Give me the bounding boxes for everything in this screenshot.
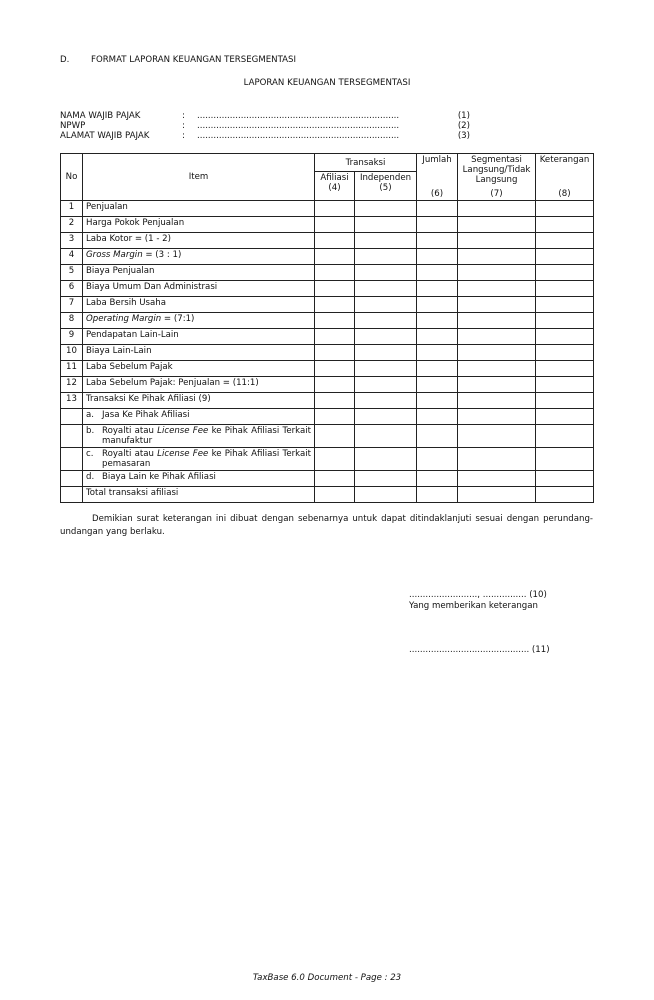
value-cell[interactable] bbox=[417, 329, 458, 345]
value-cell[interactable] bbox=[355, 425, 417, 448]
row-no: 5 bbox=[61, 265, 83, 281]
value-cell[interactable] bbox=[458, 217, 536, 233]
identity-label: ALAMAT WAJIB PAJAK bbox=[60, 131, 150, 141]
subrow-letter: d. bbox=[86, 472, 95, 482]
value-cell[interactable] bbox=[417, 361, 458, 377]
signature-label: Yang memberikan keterangan bbox=[409, 601, 538, 611]
value-cell[interactable] bbox=[417, 313, 458, 329]
value-cell[interactable] bbox=[458, 361, 536, 377]
signature-name[interactable]: ............................................ (11) bbox=[409, 645, 550, 655]
table-row bbox=[61, 217, 594, 233]
value-cell[interactable] bbox=[417, 471, 458, 487]
value-cell[interactable] bbox=[355, 448, 417, 471]
subrow-text-pre: Royalti atau bbox=[102, 426, 158, 436]
value-cell[interactable] bbox=[536, 313, 594, 329]
identity-ref: (2) bbox=[457, 121, 470, 131]
value-cell[interactable] bbox=[315, 345, 355, 361]
row-item-text: Laba Bersih Usaha bbox=[86, 298, 167, 308]
row-item bbox=[83, 377, 315, 393]
table-total-row bbox=[61, 487, 594, 503]
identity-colon: : bbox=[182, 121, 185, 131]
value-cell[interactable] bbox=[315, 281, 355, 297]
value-cell[interactable] bbox=[536, 393, 594, 409]
table-row bbox=[61, 393, 594, 409]
value-cell[interactable] bbox=[315, 297, 355, 313]
row-item bbox=[83, 471, 315, 487]
row-item bbox=[83, 217, 315, 233]
value-cell[interactable] bbox=[536, 233, 594, 249]
header-no: No bbox=[61, 154, 83, 201]
value-cell[interactable] bbox=[536, 425, 594, 448]
value-cell[interactable] bbox=[536, 487, 594, 503]
identity-label: NPWP bbox=[60, 121, 86, 131]
header-segmentasi bbox=[458, 154, 536, 201]
value-cell[interactable] bbox=[417, 448, 458, 471]
row-no bbox=[61, 409, 83, 425]
row-no: 2 bbox=[61, 217, 83, 233]
header-segmentasi-label: Segmentasi Langsung/Tidak Langsung bbox=[462, 155, 531, 185]
row-item bbox=[83, 201, 315, 217]
row-item-text: = (3 : 1) bbox=[142, 250, 182, 260]
row-item-text: Transaksi Ke Pihak Afiliasi (9) bbox=[86, 394, 211, 404]
subrow-text-post: ke Pihak Afiliasi Terkait pemasaran bbox=[102, 449, 311, 469]
row-item-text: Biaya Lain-Lain bbox=[86, 346, 152, 356]
value-cell[interactable] bbox=[355, 361, 417, 377]
value-cell[interactable] bbox=[458, 471, 536, 487]
value-cell[interactable] bbox=[355, 409, 417, 425]
value-cell[interactable] bbox=[417, 377, 458, 393]
value-cell[interactable] bbox=[417, 487, 458, 503]
value-cell[interactable] bbox=[417, 233, 458, 249]
value-cell[interactable] bbox=[315, 313, 355, 329]
value-cell[interactable] bbox=[355, 313, 417, 329]
value-cell[interactable] bbox=[458, 265, 536, 281]
signature-place-date[interactable]: ........................., ................ (10) bbox=[409, 590, 547, 600]
identity-label: NAMA WAJIB PAJAK bbox=[60, 111, 141, 121]
subrow-text-pre: Biaya Lain ke Pihak Afiliasi bbox=[102, 472, 216, 482]
value-cell[interactable] bbox=[315, 361, 355, 377]
value-cell[interactable] bbox=[536, 345, 594, 361]
value-cell[interactable] bbox=[355, 345, 417, 361]
value-cell[interactable] bbox=[536, 265, 594, 281]
identity-ref: (3) bbox=[457, 131, 470, 141]
value-cell[interactable] bbox=[315, 487, 355, 503]
table-row bbox=[61, 201, 594, 217]
subrow-text bbox=[102, 410, 311, 420]
table-row bbox=[61, 233, 594, 249]
value-cell[interactable] bbox=[458, 393, 536, 409]
header-segmentasi-ref: (7) bbox=[490, 189, 503, 199]
table-subrow bbox=[61, 471, 594, 487]
value-cell[interactable] bbox=[355, 329, 417, 345]
value-cell[interactable] bbox=[458, 297, 536, 313]
value-cell[interactable] bbox=[355, 217, 417, 233]
header-afiliasi-ref: (4) bbox=[328, 183, 341, 193]
row-item-italic: Operating Margin bbox=[86, 314, 162, 324]
page-footer: TaxBase 6.0 Document - Page : 23 bbox=[252, 973, 402, 983]
value-cell[interactable] bbox=[458, 329, 536, 345]
subrow-text bbox=[102, 426, 311, 446]
row-item-text: Laba Sebelum Pajak: Penjualan = (11:1) bbox=[86, 378, 259, 388]
table-row bbox=[61, 249, 594, 265]
value-cell[interactable] bbox=[315, 425, 355, 448]
header-jumlah-label: Jumlah bbox=[422, 155, 452, 165]
value-cell[interactable] bbox=[315, 377, 355, 393]
row-item bbox=[83, 393, 315, 409]
total-label: Total transaksi afiliasi bbox=[83, 487, 315, 503]
header-keterangan bbox=[536, 154, 594, 201]
value-cell[interactable] bbox=[417, 425, 458, 448]
value-cell[interactable] bbox=[536, 217, 594, 233]
value-cell[interactable] bbox=[355, 201, 417, 217]
header-item: Item bbox=[83, 154, 315, 201]
row-no: 13 bbox=[61, 393, 83, 409]
row-item-text: Pendapatan Lain-Lain bbox=[86, 330, 179, 340]
value-cell[interactable] bbox=[355, 233, 417, 249]
row-no: 6 bbox=[61, 281, 83, 297]
header-independen-label: Independen bbox=[359, 173, 412, 183]
identity-row-alamat bbox=[60, 131, 470, 141]
subrow-letter: b. bbox=[86, 426, 95, 436]
value-cell[interactable] bbox=[536, 471, 594, 487]
row-item-text: Penjualan bbox=[86, 202, 128, 212]
row-no bbox=[61, 425, 83, 448]
subrow-letter: c. bbox=[86, 449, 94, 459]
row-item bbox=[83, 361, 315, 377]
row-item bbox=[83, 249, 315, 265]
row-item bbox=[83, 409, 315, 425]
identity-row-nama bbox=[60, 111, 470, 121]
subrow-text-italic: License Fee bbox=[157, 449, 209, 459]
value-cell[interactable] bbox=[458, 233, 536, 249]
value-cell[interactable] bbox=[417, 393, 458, 409]
subrow-text-italic: License Fee bbox=[157, 426, 209, 436]
value-cell[interactable] bbox=[417, 249, 458, 265]
section-title: FORMAT LAPORAN KEUANGAN TERSEGMENTASI bbox=[91, 55, 297, 65]
value-cell[interactable] bbox=[458, 313, 536, 329]
value-cell[interactable] bbox=[536, 377, 594, 393]
section-letter: D. bbox=[60, 55, 70, 65]
row-item bbox=[83, 313, 315, 329]
value-cell[interactable] bbox=[417, 265, 458, 281]
value-cell[interactable] bbox=[458, 201, 536, 217]
identity-colon: : bbox=[182, 111, 185, 121]
identity-blank[interactable]: .......................................................................... bbox=[197, 121, 400, 131]
value-cell[interactable] bbox=[417, 281, 458, 297]
value-cell[interactable] bbox=[355, 377, 417, 393]
closing-statement: Demikian surat keterangan ini dibuat dengan sebenarnya untuk dapat ditindaklanjuti sesuai dengan perundang-undangan yang berlaku. bbox=[60, 514, 593, 537]
table-row bbox=[61, 345, 594, 361]
row-no bbox=[61, 487, 83, 503]
row-item-text: Harga Pokok Penjualan bbox=[86, 218, 185, 228]
row-item-italic: Gross Margin bbox=[86, 250, 143, 260]
identity-blank[interactable]: .......................................................................... bbox=[197, 131, 400, 141]
row-no bbox=[61, 448, 83, 471]
row-item-text: Biaya Penjualan bbox=[86, 266, 155, 276]
value-cell[interactable] bbox=[458, 377, 536, 393]
value-cell[interactable] bbox=[458, 345, 536, 361]
row-item bbox=[83, 265, 315, 281]
row-item-text: = (7:1) bbox=[161, 314, 195, 324]
value-cell[interactable] bbox=[458, 281, 536, 297]
header-keterangan-label: Keterangan bbox=[539, 155, 590, 165]
header-transaksi: Transaksi bbox=[315, 154, 417, 172]
value-cell[interactable] bbox=[417, 217, 458, 233]
header-afiliasi-label: Afiliasi bbox=[320, 173, 349, 183]
row-item bbox=[83, 329, 315, 345]
value-cell[interactable] bbox=[315, 217, 355, 233]
subrow-text bbox=[102, 449, 311, 469]
row-item-text: Laba Kotor = (1 - 2) bbox=[86, 234, 172, 244]
subrow-letter: a. bbox=[86, 410, 94, 420]
value-cell[interactable] bbox=[355, 393, 417, 409]
value-cell[interactable] bbox=[315, 233, 355, 249]
value-cell[interactable] bbox=[536, 361, 594, 377]
row-no: 10 bbox=[61, 345, 83, 361]
value-cell[interactable] bbox=[355, 249, 417, 265]
value-cell[interactable] bbox=[355, 487, 417, 503]
value-cell[interactable] bbox=[458, 487, 536, 503]
value-cell[interactable] bbox=[315, 201, 355, 217]
segmented-report-table bbox=[60, 153, 594, 503]
row-no: 12 bbox=[61, 377, 83, 393]
value-cell[interactable] bbox=[315, 329, 355, 345]
header-jumlah bbox=[417, 154, 458, 201]
subrow-text-post: ke Pihak Afiliasi Terkait manufaktur bbox=[102, 426, 311, 446]
value-cell[interactable] bbox=[536, 409, 594, 425]
row-item bbox=[83, 425, 315, 448]
value-cell[interactable] bbox=[355, 281, 417, 297]
row-item-text: Biaya Umum Dan Administrasi bbox=[86, 282, 218, 292]
header-afiliasi bbox=[315, 172, 355, 201]
header-independen bbox=[355, 172, 417, 201]
row-item bbox=[83, 448, 315, 471]
value-cell[interactable] bbox=[536, 281, 594, 297]
table-row bbox=[61, 361, 594, 377]
value-cell[interactable] bbox=[315, 393, 355, 409]
table-subrow bbox=[61, 409, 594, 425]
header-jumlah-ref: (6) bbox=[430, 189, 444, 199]
table-row bbox=[61, 297, 594, 313]
identity-ref: (1) bbox=[457, 111, 470, 121]
value-cell[interactable] bbox=[355, 297, 417, 313]
value-cell[interactable] bbox=[417, 409, 458, 425]
value-cell[interactable] bbox=[315, 409, 355, 425]
value-cell[interactable] bbox=[536, 201, 594, 217]
row-no: 7 bbox=[61, 297, 83, 313]
value-cell[interactable] bbox=[458, 249, 536, 265]
row-no: 8 bbox=[61, 313, 83, 329]
table-row bbox=[61, 329, 594, 345]
report-title: LAPORAN KEUANGAN TERSEGMENTASI bbox=[243, 78, 411, 88]
value-cell[interactable] bbox=[417, 201, 458, 217]
row-no: 4 bbox=[61, 249, 83, 265]
value-cell[interactable] bbox=[315, 249, 355, 265]
table-row bbox=[61, 313, 594, 329]
header-keterangan-ref: (8) bbox=[558, 189, 571, 199]
row-no: 9 bbox=[61, 329, 83, 345]
subrow-text-pre: Royalti atau bbox=[102, 449, 158, 459]
value-cell[interactable] bbox=[536, 329, 594, 345]
value-cell[interactable] bbox=[315, 471, 355, 487]
row-item bbox=[83, 345, 315, 361]
row-item bbox=[83, 281, 315, 297]
value-cell[interactable] bbox=[536, 297, 594, 313]
identity-colon: : bbox=[182, 131, 185, 141]
table-row bbox=[61, 281, 594, 297]
header-independen-ref: (5) bbox=[379, 183, 392, 193]
identity-blank[interactable]: .......................................................................... bbox=[197, 111, 400, 121]
value-cell[interactable] bbox=[417, 297, 458, 313]
value-cell[interactable] bbox=[417, 345, 458, 361]
subrow-text bbox=[102, 472, 311, 482]
row-no: 3 bbox=[61, 233, 83, 249]
row-item bbox=[83, 297, 315, 313]
table-subrow bbox=[61, 425, 594, 448]
table-row bbox=[61, 265, 594, 281]
value-cell[interactable] bbox=[536, 249, 594, 265]
row-item bbox=[83, 233, 315, 249]
value-cell[interactable] bbox=[458, 409, 536, 425]
value-cell[interactable] bbox=[315, 448, 355, 471]
table-subrow bbox=[61, 448, 594, 471]
row-item-text: Laba Sebelum Pajak bbox=[86, 362, 173, 372]
row-no bbox=[61, 471, 83, 487]
value-cell[interactable] bbox=[355, 471, 417, 487]
value-cell[interactable] bbox=[315, 265, 355, 281]
value-cell[interactable] bbox=[355, 265, 417, 281]
subrow-text-pre: Jasa Ke Pihak Afiliasi bbox=[102, 410, 190, 420]
value-cell[interactable] bbox=[536, 448, 594, 471]
table-row bbox=[61, 377, 594, 393]
identity-block bbox=[60, 111, 470, 141]
identity-row-npwp bbox=[60, 121, 470, 131]
value-cell[interactable] bbox=[458, 425, 536, 448]
row-no: 1 bbox=[61, 201, 83, 217]
value-cell[interactable] bbox=[458, 448, 536, 471]
row-no: 11 bbox=[61, 361, 83, 377]
